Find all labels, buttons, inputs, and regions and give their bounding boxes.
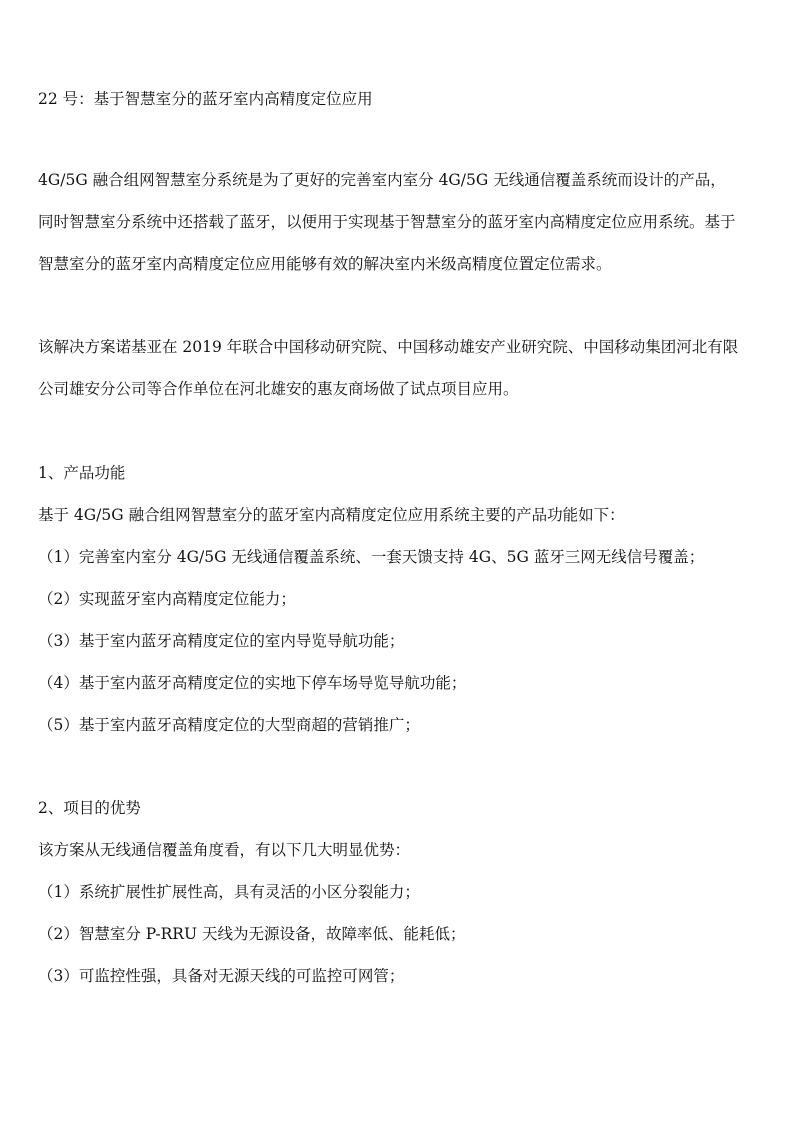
intro-line-3: 智慧室分的蓝牙室内高精度定位应用能够有效的解决室内米级高精度位置定位需求。 [38,255,612,273]
section2-item-1: （1）系统扩展性扩展性高，具有灵活的小区分裂能力； [38,883,420,901]
section2-item-3: （3）可监控性强，具备对无源天线的可监控可网管； [38,967,405,985]
section2-item-2: （2）智慧室分 P-RRU 天线为无源设备，故障率低、能耗低； [38,925,466,943]
section1-item-5: （5）基于室内蓝牙高精度定位的大型商超的营销推广； [38,716,420,734]
section1-item-4: （4）基于室内蓝牙高精度定位的实地下停车场导览导航功能； [38,674,467,692]
section2-lead: 该方案从无线通信覆盖角度看，有以下几大明显优势： [38,841,411,859]
document-title: 22 号：基于智慧室分的蓝牙室内高精度定位应用 [38,90,373,108]
intro-line-2: 同时智慧室分系统中还搭载了蓝牙，以便用于实现基于智慧室分的蓝牙室内高精度定位应用系统。基于 [38,213,736,231]
section1-heading: 1、产品功能 [38,464,126,482]
background-line-2: 公司雄安分公司等合作单位在河北雄安的惠友商场做了试点项目应用。 [38,380,519,398]
section1-item-3: （3）基于室内蓝牙高精度定位的室内导览导航功能； [38,632,405,650]
section1-item-1: （1）完善室内室分 4G/5G 无线通信覆盖系统、一套天馈支持 4G、5G 蓝牙三网无线信号覆盖； [38,548,705,566]
section1-lead: 基于 4G/5G 融合组网智慧室分的蓝牙室内高精度定位应用系统主要的产品功能如下： [38,506,625,524]
background-line-1: 该解决方案诺基亚在 2019 年联合中国移动研究院、中国移动雄安产业研究院、中国移动集团河北有限 [38,338,739,356]
section2-heading: 2、项目的优势 [38,799,141,817]
intro-line-1: 4G/5G 融合组网智慧室分系统是为了更好的完善室内室分 4G/5G 无线通信覆盖系统而设计的产品， [38,171,726,189]
section1-item-2: （2）实现蓝牙室内高精度定位能力； [38,590,296,608]
